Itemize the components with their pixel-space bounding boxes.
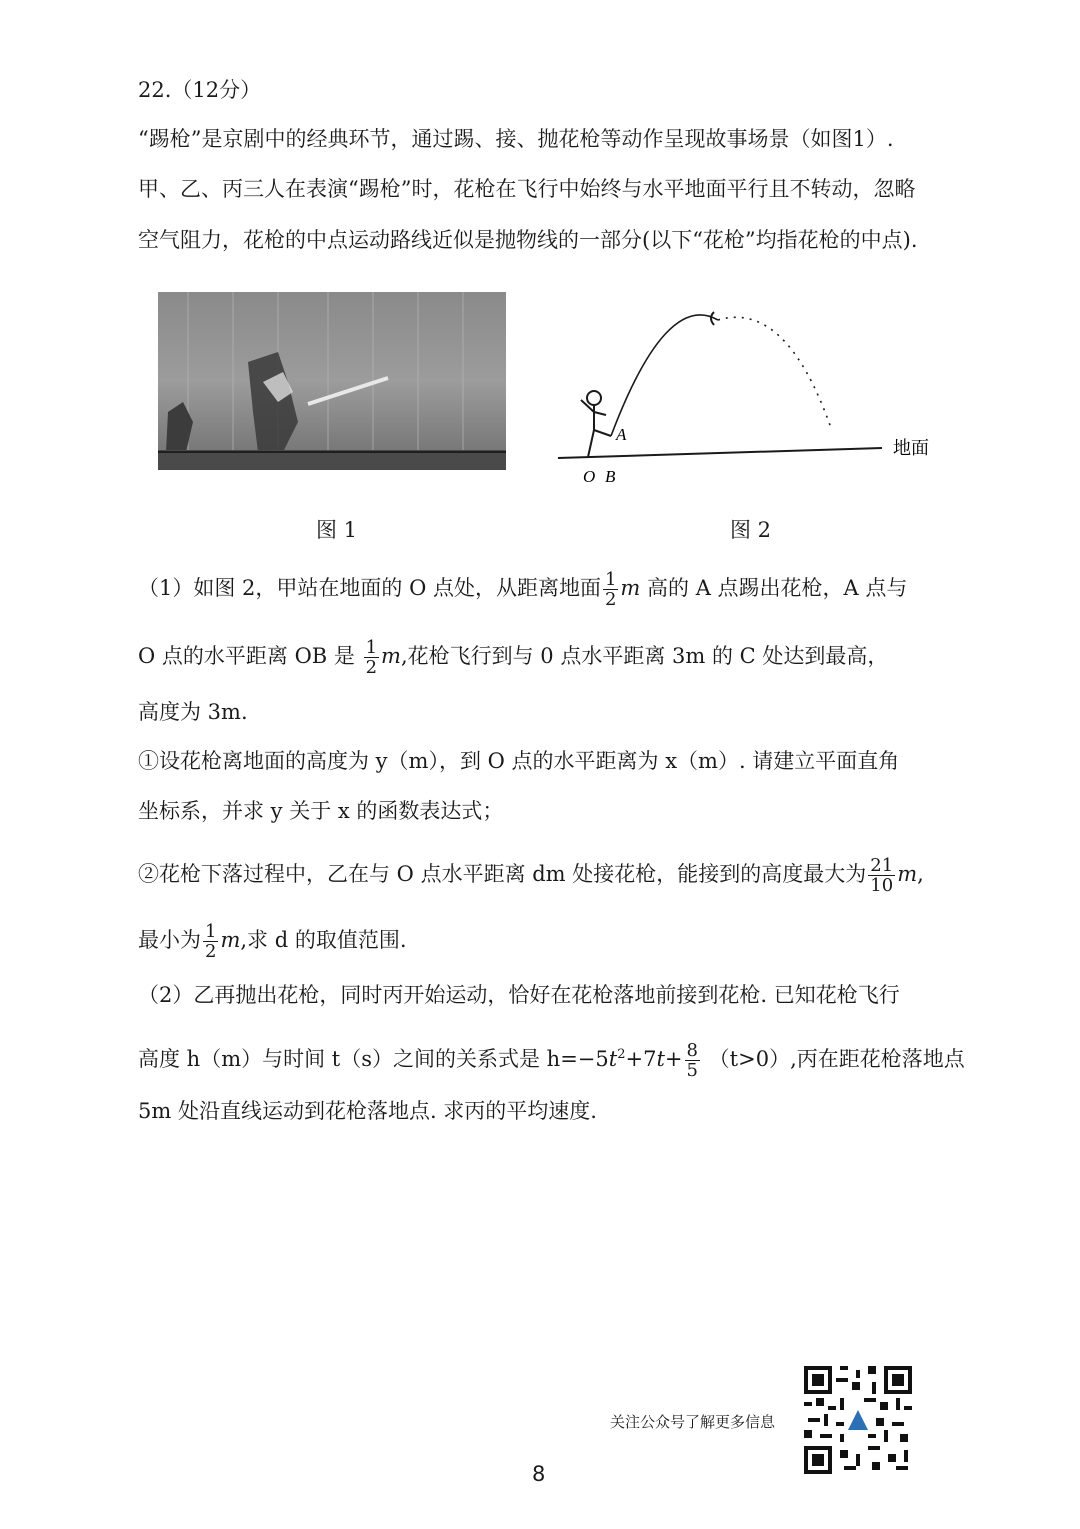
subquestion-2-line-2: 最小为 $\frac{1}{2}$ m,求 d 的取值范围. xyxy=(138,921,407,962)
figure-2-caption: 图 2 xyxy=(730,518,772,542)
label-B: B xyxy=(605,467,616,486)
qr-code-icon xyxy=(804,1366,912,1474)
trajectory-falling xyxy=(718,317,831,428)
fraction-half: $\frac{1}{2}$ xyxy=(205,921,217,962)
subquestion-2-line-1: ②花枪下落过程中，乙在与 O 点水平距离 dm 处接花枪，能接到的高度最大为 $\frac{21}{10}$ m, xyxy=(138,855,924,896)
part1-line-1: （1）如图 2，甲站在地面的 O 点处，从距离地面 $\frac{1}{2}$ m 高的 A 点踢出花枪，A 点与 xyxy=(138,569,908,610)
follow-account-text: 关注公众号了解更多信息 xyxy=(610,1413,776,1431)
trajectory-rising xyxy=(611,315,718,436)
part2-line-1: （2）乙再抛出花枪，同时丙开始运动，恰好在花枪落地前接到花枪. 已知花枪飞行 xyxy=(138,983,900,1007)
page-number: 8 xyxy=(532,1462,546,1486)
fraction-max-height: $\frac{21}{10}$ xyxy=(870,855,894,896)
subquestion-1-line-1: ①设花枪离地面的高度为 y（m），到 O 点的水平距离为 x（m）. 请建立平面直角 xyxy=(138,749,900,773)
stick-figure xyxy=(581,391,611,457)
figure-1-photo xyxy=(158,292,506,470)
intro-line-1: “踢枪”是京剧中的经典环节，通过踢、接、抛花枪等动作呈现故事场景（如图1）. xyxy=(138,127,894,151)
label-A: A xyxy=(616,425,627,444)
label-ground: 地面 xyxy=(893,438,929,459)
intro-line-2: 甲、乙、丙三人在表演“踢枪”时，花枪在飞行中始终与水平地面平行且不转动，忽略 xyxy=(138,177,916,201)
part2-line-3: 5m 处沿直线运动到花枪落地点. 求丙的平均速度. xyxy=(138,1099,597,1123)
subquestion-1-line-2: 坐标系，并求 y 关于 x 的函数表达式； xyxy=(138,799,504,823)
fraction-eight-fifths: $\frac{8}{5}$ xyxy=(686,1040,698,1081)
part1-line-3: 高度为 3m. xyxy=(138,700,248,724)
figure-2-diagram xyxy=(556,300,956,495)
question-number: 22.（12分） xyxy=(138,78,262,102)
part1-line-2: O 点的水平距离 OB 是 $\frac{1}{2}$ m,花枪飞行到与 0 点水平距离 3m 的 C 处达到最高， xyxy=(138,637,889,678)
fraction-half: $\frac{1}{2}$ xyxy=(365,637,378,678)
part2-line-2: 高度 h（m）与时间 t（s）之间的关系式是 $h=-5t^2+7t+$ $\frac{8}{5}$ （t>0）,丙在距花枪落地点 xyxy=(138,1040,965,1081)
label-O: O xyxy=(583,467,596,486)
ground-line xyxy=(558,448,882,458)
figure-1-caption: 图 1 xyxy=(316,518,358,542)
intro-line-3: 空气阻力，花枪的中点运动路线近似是抛物线的一部分(以下“花枪”均指花枪的中点). xyxy=(138,228,918,252)
fraction-half: $\frac{1}{2}$ xyxy=(604,569,617,610)
